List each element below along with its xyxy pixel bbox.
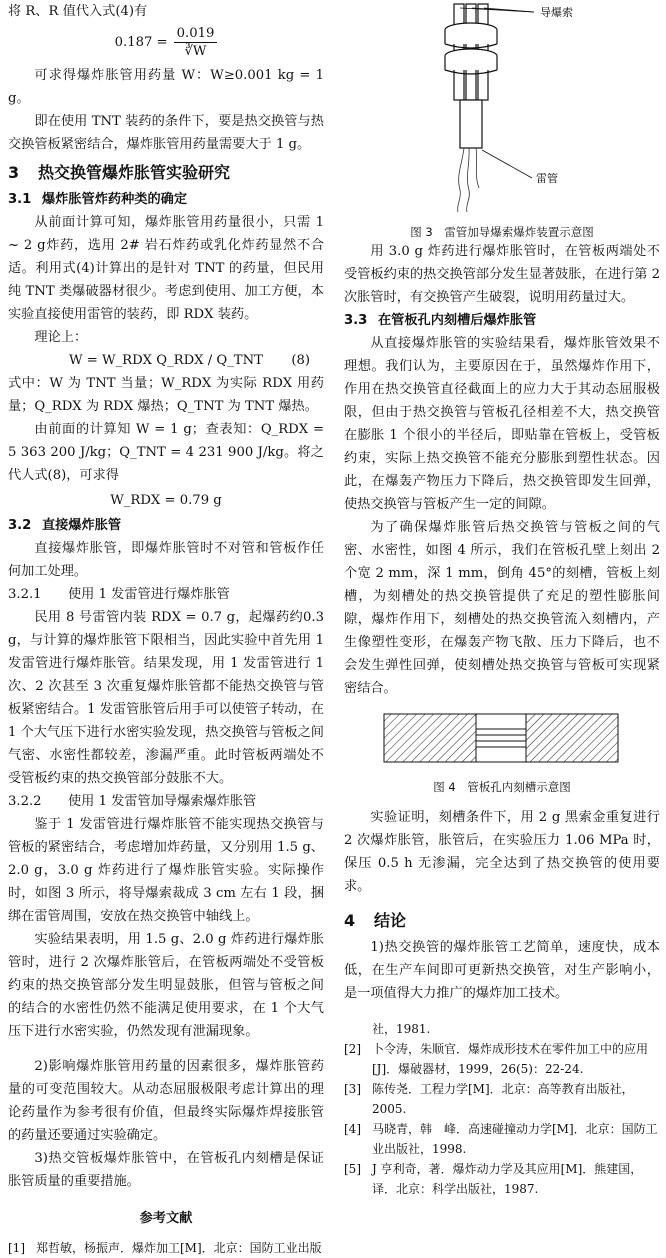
conclusion-paragraph: 即在使用 TNT 装药的条件下，要是热交换管与热交换管板紧密结合，爆炸胀管用药量需要大于 1 g。 — [8, 114, 324, 152]
paragraph-3-2-2b: 实验结果表明，用 1.5 g、2.0 g 炸药进行爆炸胀管时，进行 2 次爆炸胀管后，在管板两端处不受管板约束的热交换管部分发生明显鼓胀，但管与管板之间的结合的水密性仍然不能满足使用要求，在 1 个大气压下进行水密实验，仍然发现有泄漏现象。 — [8, 932, 324, 1039]
section-3-3-heading — [344, 309, 660, 332]
reference-text: 陈传尧．工程力学[M]．北京：高等教育出版社，2005. — [372, 1082, 634, 1116]
section-number: 3.2 — [8, 518, 32, 533]
reference-1 — [8, 1238, 324, 1258]
reference-text: J 亨利奇，著．爆炸动力学及其应用[M]．熊建国，译．北京：科学出版社，1987. — [372, 1162, 643, 1196]
reference-text: 社，1981. — [372, 1022, 431, 1036]
equation-8-number: (8) — [291, 353, 310, 368]
groove-diagram — [344, 710, 660, 766]
equation-1 — [8, 25, 324, 60]
reference-3 — [344, 1079, 660, 1119]
section-number: 3.3 — [344, 313, 368, 328]
section-4-heading — [344, 908, 660, 934]
paragraph-3-2: 直接爆炸胀管，即爆炸胀管时不对管和管板作任何加工处理。 — [8, 541, 324, 579]
reference-number: [2] — [344, 1042, 361, 1056]
reference-4 — [344, 1119, 660, 1159]
section-3-2-heading — [8, 514, 324, 537]
conclusion-1: 1)热交换管的爆炸胀管工艺简单，速度快，成本低，在生产车间即可更新热交换管，对生产影响小，是一项值得大力推广的爆炸加工技术。 — [344, 940, 660, 1001]
variable-definitions: 式中：W 为 TNT 当量；W_RDX 为实际 RDX 用药量；Q_RDX 为 RDX 爆热；Q_TNT 为 TNT 爆热。 — [8, 376, 324, 414]
equation-1-lhs: 0.187 = — [114, 35, 168, 50]
fig3-label-cord: 导爆索 — [540, 6, 573, 19]
paragraph-3-2-1: 民用 8 号雷管内装 RDX = 0.7 g，起爆药约0.3 g，与计算的爆炸胀管下限相当，因此实验中首先用 1 发雷管进行爆炸胀管。结果发现，用 1 发雷管进行 1 次、2 次甚至 3 次重复爆炸胀管都不能热交换管与管板紧密结合。1 发雷管胀管后用手可以使管子转动，在 1 个大气压下进行水密实验发现，热交换管与管板之间气密、水密性都较差，渗漏严重。此时管板两端处不受管板约束的热交换管部分鼓胀不大。 — [8, 610, 324, 786]
section-3-2-1-heading — [8, 583, 324, 606]
section-number: 3 — [8, 163, 20, 182]
equation-1-numerator: 0.019 — [174, 25, 218, 43]
section-title: 直接爆炸胀管 — [42, 518, 122, 533]
section-number: 3.1 — [8, 192, 32, 207]
reference-number: [5] — [344, 1162, 361, 1176]
section-number: 4 — [344, 911, 356, 930]
figure-3-caption: 图 3 雷管加导爆索爆炸装置示意图 — [410, 225, 594, 239]
detonator-cord-diagram — [344, 0, 660, 215]
section-number: 3.2.2 — [8, 794, 42, 809]
section-title: 在管板孔内刻槽后爆炸胀管 — [378, 313, 537, 328]
fig3-label-detonator: 雷管 — [536, 172, 558, 185]
section-3-2-2-heading — [8, 790, 324, 813]
reference-text: 郑哲敏，杨振声．爆炸加工[M]．北京：国防工业出版 — [36, 1241, 322, 1255]
equation-1-denominator: ∛W — [184, 44, 207, 59]
section-number: 3.2.1 — [8, 587, 42, 602]
equation-8 — [8, 349, 324, 372]
paragraph-3-3b: 为了确保爆炸胀管后热交换管与管板之间的气密、水密性，如图 4 所示，我们在管板孔壁上刻出 2 个宽 2 mm，深 1 mm，倒角 45°的刻槽，管板上刻槽，为刻槽处的热交换管提供了充足的塑性膨胀间隙，爆炸作用下，刻槽处的热交换管流入刻槽内，产生像塑性变形，在爆轰产物飞散、压力下降后，也不会发生弹性回弹，使刻槽处热交换管与管板可实现紧密结合。 — [344, 520, 660, 696]
theory-line: 理论上： — [34, 330, 88, 345]
paragraph-3-1: 从前面计算可知，爆炸胀管用药量很小，只需 1 ~ 2 g炸药，选用 2# 岩石炸药或乳化炸药显然不合适。利用式(4)计算出的是针对 TNT 的药量，但民用纯 TNT 类爆破器材很少。考虑到使用、加工方便，本实验直接使用雷管的装药，即 RDX 装药。 — [8, 215, 324, 322]
conclusion-2: 2)影响爆炸胀管用药量的因素很多，爆炸胀管药量的可变范围较大。从动态屈服极限考虑计算出的理论药量作为参考很有价值，但最终实际爆炸焊接胀管的药量还要通过实验确定。 — [8, 1059, 324, 1143]
intro-line: 将 R、R 值代入式(4)有 — [8, 4, 148, 19]
section-title: 热交换管爆炸胀管实验研究 — [38, 163, 231, 182]
reference-5 — [344, 1159, 660, 1199]
figure-3 — [344, 0, 660, 240]
conclusion-3: 3)热交管板爆炸胀管中，在管板孔内刻槽是保证胀管质量的重要措施。 — [8, 1151, 324, 1189]
reference-number: [3] — [344, 1082, 361, 1096]
references-continued — [344, 1019, 660, 1199]
section-3-1-heading — [8, 188, 324, 211]
section-3-heading — [8, 160, 324, 186]
section-title: 结论 — [374, 911, 407, 930]
lookup-paragraph: 由前面的计算知 W = 1 g；查表知：Q_RDX = 5 363 200 J/kg；Q_TNT = 4 231 900 J/kg。将之代人式(8)，可求得 — [8, 422, 324, 483]
result-paragraph: 可求得爆炸胀管用药量 W：W≥0.001 kg = 1 g。 — [8, 68, 324, 106]
reference-1-continued — [344, 1019, 660, 1039]
paragraph-3-2-2a: 鉴于 1 发雷管进行爆炸胀管不能实现热交换管与管板的紧密结合，考虑增加炸药量，又分别用 1.5 g、2.0 g，3.0 g 炸药进行了爆炸胀管实验。实际操作时，如图 3 所示，将导爆索裁成 3 cm 左右 1 段，捆绑在雷管周围，安放在热交换管中轴线上。 — [8, 817, 324, 924]
section-title: 使用 1 发雷管加导爆索爆炸胀管 — [68, 794, 257, 809]
equation-8-body: W = W_RDX Q_RDX / Q_TNT — [69, 353, 263, 368]
reference-text: 卜令涛，朱顺官．爆炸成形技术在零件加工中的应用[J]．爆破器材，1999，26(5)：22-24. — [372, 1042, 649, 1076]
equation-9: W_RDX = 0.79 g — [110, 493, 222, 508]
reference-number: [4] — [344, 1122, 361, 1136]
reference-number: [1] — [8, 1241, 25, 1255]
section-title: 使用 1 发雷管进行爆炸胀管 — [68, 587, 230, 602]
paragraph-3-3a: 从直接爆炸胀管的实验结果看，爆炸胀管效果不理想。我们认为，主要原因在于，虽然爆炸作用下，作用在热交换管直径截面上的应力大于其动态屈服极限，但由于热交换管与管板孔径相差不大，热交换管在膨胀 1 个很小的半径后，即贴靠在管板上，受管板约束，实际上热交换管不能充分膨胀到塑性状态。因此，在爆轰产物压力下降后，热交换管即发生回弹，使热交换管与管板产生一定的间隙。 — [344, 336, 660, 512]
right-column — [344, 0, 660, 1199]
paragraph-3-2-2c: 用 3.0 g 炸药进行爆炸胀管时，在管板两端处不受管板约束的热交换管部分发生显著鼓胀，在进行第 2 次胀管时，有交换管产生破裂，说明用药量过大。 — [344, 244, 660, 305]
section-title: 爆炸胀管炸药种类的确定 — [42, 192, 188, 207]
left-column — [8, 0, 324, 1258]
equation-1-fraction — [174, 25, 218, 60]
reference-2 — [344, 1039, 660, 1079]
references-heading: 参考文献 — [139, 1211, 193, 1226]
reference-text: 马晓青，韩 峰．高速碰撞动力学[M]．北京：国防工业出版社，1998. — [372, 1122, 658, 1156]
paragraph-experiment: 实验证明，刻槽条件下，用 2 g 黑索金重复进行 2 次爆炸胀管，胀管后，在实验压力 1.06 MPa 时，保压 0.5 h 无渗漏，完全达到了热交换管的使用要求。 — [344, 810, 660, 894]
figure-4 — [344, 710, 660, 796]
figure-4-caption: 图 4 管板孔内刻槽示意图 — [433, 780, 571, 794]
